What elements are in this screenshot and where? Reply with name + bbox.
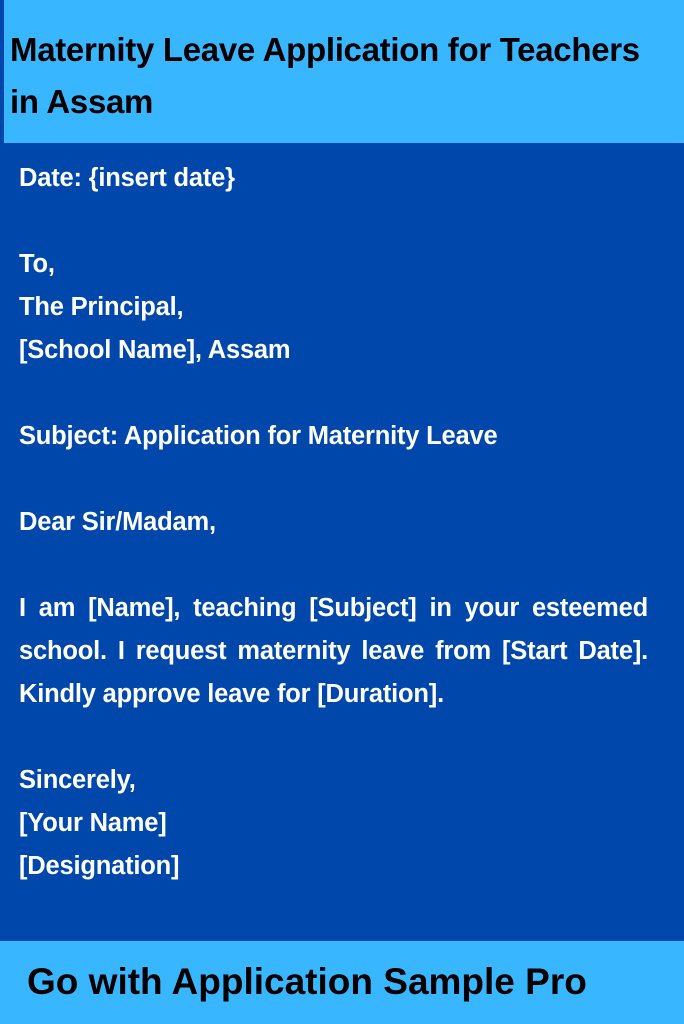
signature-designation: [Designation] xyxy=(19,852,180,880)
signature-name: [Your Name] xyxy=(19,809,167,837)
letter-recipient: The Principal, xyxy=(19,293,184,321)
footer-banner xyxy=(0,941,684,1024)
letter-date: Date: {insert date} xyxy=(19,164,235,192)
letter-to: To, xyxy=(19,250,55,278)
page-title: Maternity Leave Application for Teachers in Assam xyxy=(10,31,640,120)
letter-body xyxy=(19,157,648,888)
spacer xyxy=(19,458,648,501)
header-banner xyxy=(0,0,684,143)
letter-subject: Subject: Application for Maternity Leave xyxy=(19,422,498,450)
spacer xyxy=(19,716,648,759)
spacer xyxy=(19,544,648,587)
letter-paragraph: I am [Name], teaching [Subject] in your esteemed school. I request maternity leave from [Start Date]. Kindly approve leave for [Duration]. xyxy=(19,594,648,708)
footer-text: Go with Application Sample Pro xyxy=(27,961,587,1002)
spacer xyxy=(19,200,648,243)
spacer xyxy=(19,372,648,415)
letter-salutation: Dear Sir/Madam, xyxy=(19,508,216,536)
letter-closing: Sincerely, xyxy=(19,766,136,794)
letter-school: [School Name], Assam xyxy=(19,336,291,364)
